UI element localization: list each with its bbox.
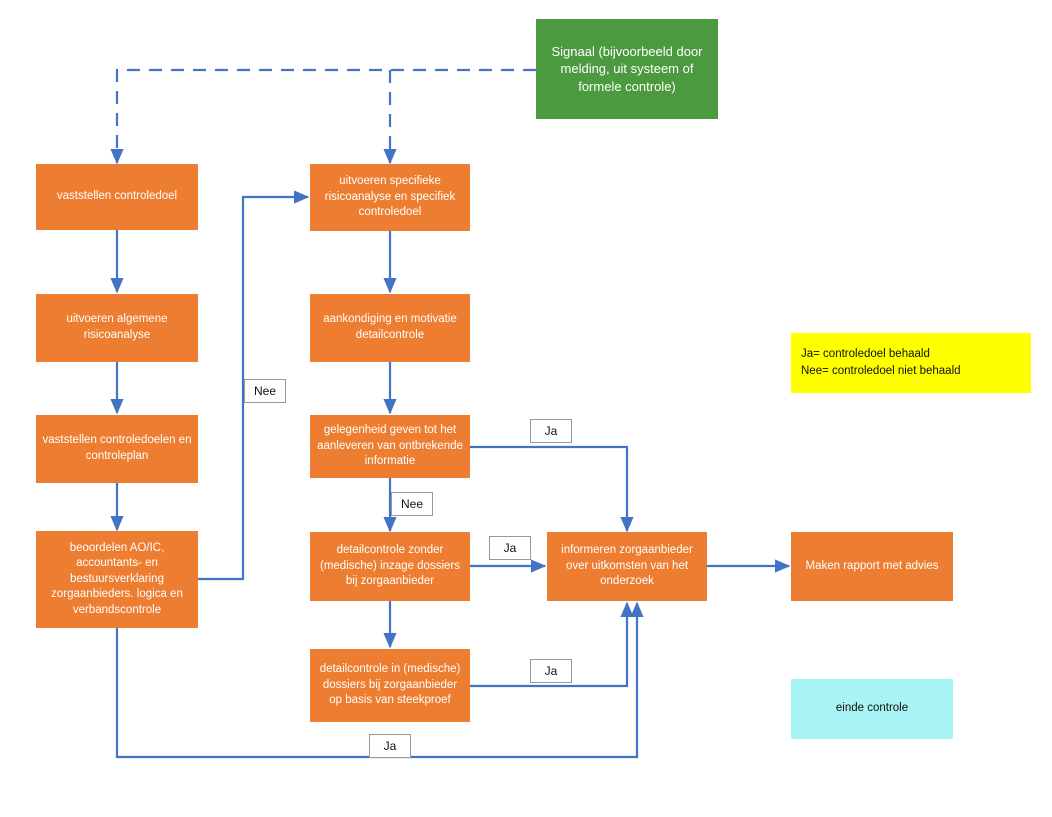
node-aankondiging-en-motivatie[interactable] <box>310 294 470 362</box>
legend-line-nee: Nee= controledoel niet behaald <box>801 365 961 377</box>
edge-label-ja-steekproef <box>530 659 572 683</box>
node-uitvoeren-algemene-risicoanalyse-label: uitvoeren algemene risicoanalyse <box>66 313 168 341</box>
node-gelegenheid-geven[interactable] <box>310 415 470 478</box>
node-maken-rapport[interactable] <box>791 532 953 601</box>
node-uitvoeren-algemene-risicoanalyse[interactable] <box>36 294 198 362</box>
edge-label-nee-left-text: Nee <box>253 384 276 398</box>
edge-label-ja-beoordelen <box>369 734 411 758</box>
node-beoordelen-ao-ic[interactable] <box>36 531 198 628</box>
node-informeren-zorgaanbieder[interactable] <box>547 532 707 601</box>
edge-label-ja-gelegenheid-text: Ja <box>544 424 558 438</box>
edge-label-nee-gelegenheid-text: Nee <box>400 497 423 511</box>
node-detailcontrole-steekproef-label: detailcontrole in (medische) dossiers bij zorgaanbieder op basis van steekproef <box>319 663 461 707</box>
edge-label-nee-gelegenheid <box>391 492 433 516</box>
node-beoordelen-ao-ic-label: beoordelen AO/IC, accountants- en bestuursverklaring zorgaanbieders. logica en verbandscontrole <box>51 541 183 616</box>
node-signaal[interactable] <box>536 19 718 119</box>
node-signaal-label: Signaal (bijvoorbeeld door melding, uit systeem of formele controle) <box>551 43 703 94</box>
node-informeren-zorgaanbieder-label: informeren zorgaanbieder over uitkomsten van het onderzoek <box>561 544 693 588</box>
edge-label-nee-left <box>244 379 286 403</box>
legend-line-ja: Ja= controledoel behaald <box>801 347 930 360</box>
node-vaststellen-controledoelen-en-controleplan[interactable] <box>36 415 198 483</box>
node-uitvoeren-specifieke-risicoanalyse-label: uitvoeren specifieke risicoanalyse en specifiek controledoel <box>324 175 456 219</box>
legend-box <box>791 333 1031 393</box>
edge-gelegenheid-ja-to-informeren <box>470 447 627 531</box>
edge-label-ja-detailcontrole-zonder-text: Ja <box>503 541 517 555</box>
edge-label-ja-gelegenheid <box>530 419 572 443</box>
edge-label-ja-beoordelen-text: Ja <box>383 739 397 753</box>
node-maken-rapport-label: Maken rapport met advies <box>805 559 939 572</box>
node-aankondiging-en-motivatie-label: aankondiging en motivatie detailcontrole <box>323 313 457 341</box>
node-uitvoeren-specifieke-risicoanalyse[interactable] <box>310 164 470 231</box>
node-vaststellen-controledoel-label: vaststellen controledoel <box>56 190 178 203</box>
edge-label-ja-steekproef-text: Ja <box>544 664 558 678</box>
edge-signaal-to-vaststellen-controledoel <box>117 70 536 163</box>
edge-label-ja-detailcontrole-zonder <box>489 536 531 560</box>
node-detailcontrole-zonder-inzage-label: detailcontrole zonder (medische) inzage dossiers bij zorgaanbieder <box>320 544 460 588</box>
node-einde-controle[interactable] <box>791 679 953 739</box>
node-vaststellen-controledoel[interactable] <box>36 164 198 230</box>
node-vaststellen-controledoelen-label: vaststellen controledoelen en controleplan <box>42 434 192 462</box>
node-detailcontrole-steekproef[interactable] <box>310 649 470 722</box>
node-detailcontrole-zonder-inzage[interactable] <box>310 532 470 601</box>
node-einde-controle-label: einde controle <box>835 702 909 715</box>
node-gelegenheid-geven-label: gelegenheid geven tot het aanleveren van ontbrekende informatie <box>317 424 463 468</box>
